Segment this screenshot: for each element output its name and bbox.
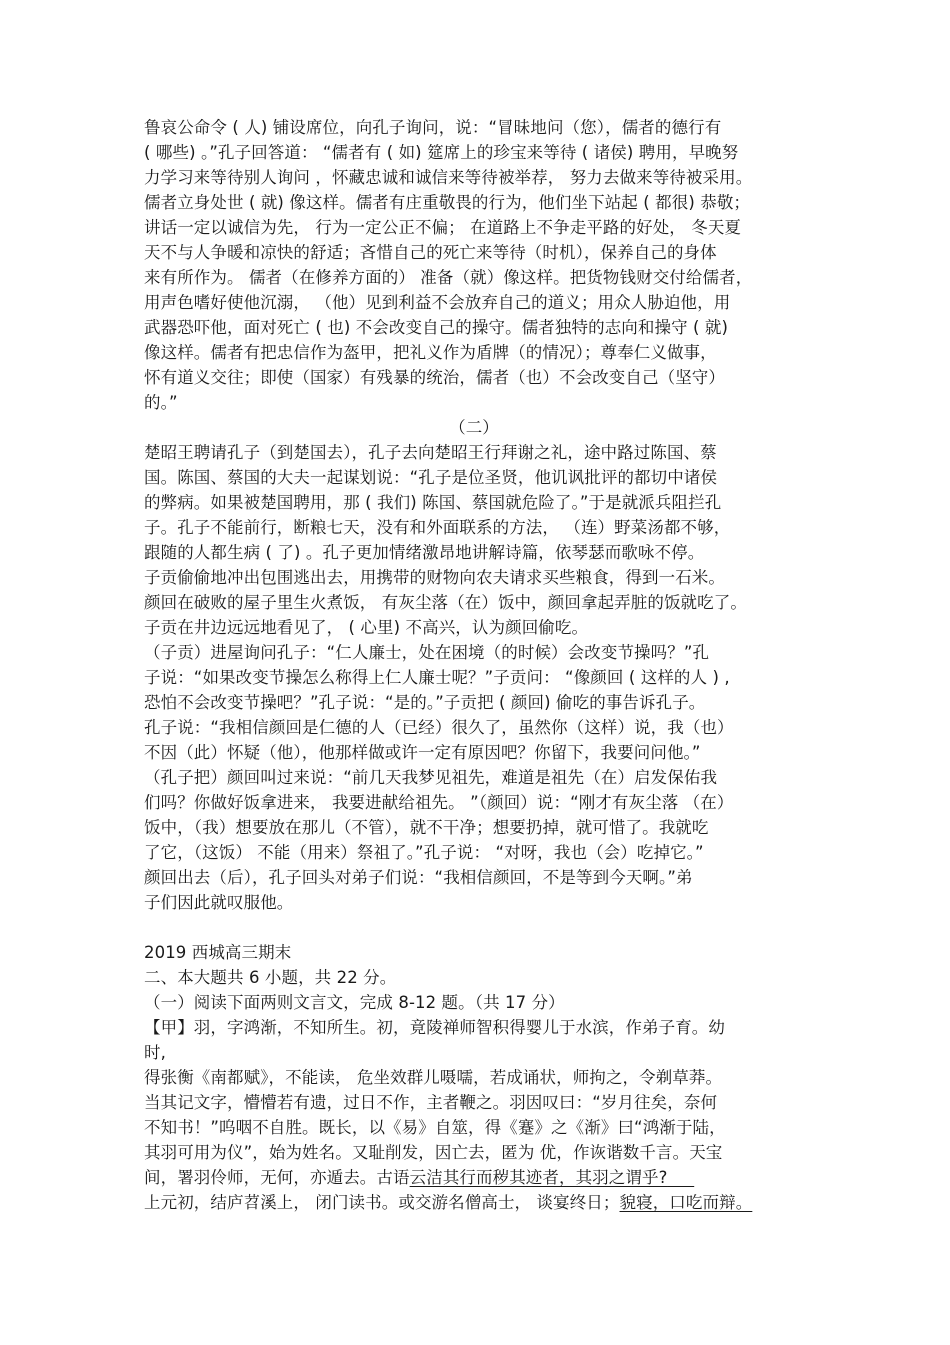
passage-line: ( 哪些) 。”孔子回答道： “儒者有 ( 如) 筵席上的珍宝来等待 ( 诸侯) 聘用，早晚努 [144, 143, 739, 162]
passage-line: 天不与人争暖和凉快的舒适；吝惜自己的死亡来等待（时机），保养自己的身体 [144, 243, 717, 262]
passage-line: 像这样。儒者有把忠信作为盔甲，把礼义作为盾牌（的情况）；尊奉仁义做事， [144, 343, 717, 362]
passage-line: 讲话一定以诚信为先， 行为一定公正不偏； 在道路上不争走平路的好处， 冬天夏 [144, 218, 742, 237]
plain-text: 上元初，结庐苕溪上， 闭门读书。或交游名僧高士， 谈宴终日； [144, 1193, 620, 1212]
passage-line: 子们因此就叹服他。 [144, 893, 294, 912]
passage-line: 颜回在破败的屋子里生火煮饭， 有灰尘落（在）饭中，颜回拿起弄脏的饭就吃了。 [144, 593, 747, 612]
passage-line: 恐怕不会改变节操吧？”孔子说：“是的。”子贡把 ( 颜回) 偷吃的事告诉孔子。 [144, 693, 706, 712]
plain-text: 间，署羽伶师，无何，亦遁去。古语 [144, 1168, 410, 1187]
passage-jia-line: 当其记文字，懵懵若有遗，过日不作，主者鞭之。羽因叹曰：“岁月往矣，奈何 [144, 1093, 718, 1112]
underline-blank [667, 1168, 694, 1187]
passage-line: 国。陈国、蔡国的大夫一起谋划说：“孔子是位圣贤，他讥讽批评的都切中诸侯 [144, 468, 718, 487]
passage-line: 跟随的人都生病 ( 了) 。孔子更加情绪激昂地讲解诗篇，依琴瑟而歌咏不停。 [144, 543, 705, 562]
passage-jia-line: 时, [144, 1043, 166, 1062]
part-heading: 二、本大题共 6 小题，共 22 分。 [144, 968, 397, 987]
underlined-sentence: 云洁其行而秽其迹者，其羽之谓乎? [409, 1168, 668, 1187]
passage-jia-line: 【甲】羽，字鸿渐，不知所生。初，竟陵禅师智积得婴儿于水滨，作弟子育。幼 [144, 1018, 725, 1037]
passage-line: 子。孔子不能前行，断粮七天，没有和外面联系的方法， （连）野菜汤都不够， [144, 518, 731, 537]
section-heading-2: （二） [449, 418, 499, 437]
passage-line: 们吗？你做好饭拿进来， 我要进献给祖先。 ”（颜回）说：“刚才有灰尘落 （在） [144, 793, 734, 812]
passage-line: 怀有道义交往；即使（国家）有残暴的统治，儒者（也）不会改变自己（坚守） [144, 368, 725, 387]
exam-title: 2019 西城高三期末 [144, 943, 292, 962]
passage-line: 来有所作为。 儒者（在修养方面的） 准备（就）像这样。把货物钱财交付给儒者， [144, 268, 753, 287]
passage-line: 子贡在井边远远地看见了， ( 心里) 不高兴，认为颜回偷吃。 [144, 618, 589, 637]
passage-jia-line: 不知书！”呜咽不自胜。既长，以《易》自筮，得《蹇》之《渐》曰“鸿渐于陆， [144, 1118, 726, 1137]
passage-jia-line [144, 1190, 824, 1215]
passage-jia-line: 其羽可用为仪”，始为姓名。又耻削发，因亡去，匿为 优，作诙谐数千言。天宝 [144, 1143, 723, 1162]
passage-line: 的。” [144, 393, 178, 412]
underlined-sentence: 貌寝，口吃而辩。 [619, 1193, 753, 1212]
passage-line: 用声色嗜好使他沉溺， （他）见到利益不会放弃自己的道义；用众人胁迫他，用 [144, 293, 731, 312]
passage-jia-line: 得张衡《南都赋》，不能读， 危坐效群儿嗫嚅，若成诵状，师拘之，令剃草莽。 [144, 1068, 723, 1087]
passage-line: 子贡偷偷地冲出包围逃出去，用携带的财物向农夫请求买些粮食，得到一石米。 [144, 568, 725, 587]
passage-line: 孔子说：“我相信颜回是仁德的人（已经）很久了，虽然你（这样）说，我（也） [144, 718, 734, 737]
question-instruction: （一）阅读下面两则文言文，完成 8-12 题。（共 17 分） [144, 993, 565, 1012]
passage-line: 不因（此）怀疑（他），他那样做或许一定有原因吧？你留下，我要问问他。” [144, 743, 701, 762]
passage-line: （孔子把）颜回叫过来说：“前几天我梦见祖先，难道是祖先（在）启发保佑我 [144, 768, 718, 787]
passage-line: 饭中，（我）想要放在那儿（不管），就不干净；想要扔掉，就可惜了。我就吃 [144, 818, 709, 837]
passage-line: 鲁哀公命令 ( 人) 铺设席位，向孔子询问，说：“冒昧地问（您），儒者的德行有 [144, 118, 722, 137]
passage-line: （子贡）进屋询问孔子：“仁人廉士，处在困境（的时候）会改变节操吗？”孔 [144, 643, 710, 662]
passage-line: 楚昭王聘请孔子（到楚国去），孔子去向楚昭王行拜谢之礼，途中路过陈国、蔡 [144, 443, 717, 462]
passage-jia-line [144, 1165, 824, 1190]
passage-line: 儒者立身处世 ( 就) 像这样。儒者有庄重敬畏的行为，他们坐下站起 ( 都很) 恭敬； [144, 193, 751, 212]
passage-line: 颜回出去（后），孔子回头对弟子们说：“我相信颜回，不是等到今天啊。”弟 [144, 868, 693, 887]
passage-line: 了它，（这饭） 不能（用来）祭祖了。”孔子说： “对呀，我也（会）吃掉它。” [144, 843, 704, 862]
passage-line: 的弊病。如果被楚国聘用，那 ( 我们) 陈国、蔡国就危险了。”于是就派兵阻拦孔 [144, 493, 722, 512]
passage-line: 子说：“如果改变节操怎么称得上仁人廉士呢？”子贡问： “像颜回 ( 这样的人 ) , [144, 668, 730, 687]
passage-line: 力学习来等待别人询问 ，怀藏忠诚和诚信来等待被举荐， 努力去做来等待被采用。 [144, 168, 753, 187]
passage-line: 武器恐吓他，面对死亡 ( 也) 不会改变自己的操守。儒者独特的志向和操守 ( 就) [144, 318, 729, 337]
